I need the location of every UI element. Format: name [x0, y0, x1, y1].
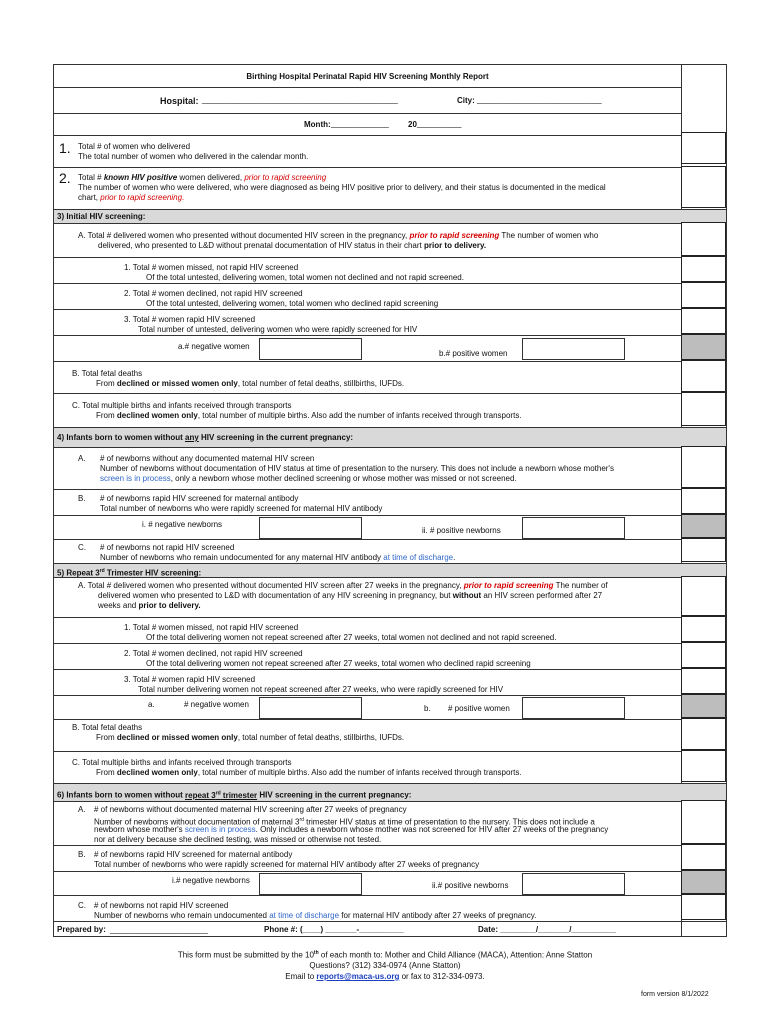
answer-box-5a1[interactable]: [681, 616, 726, 642]
question-1-row: [54, 135, 681, 167]
month-label: Month:: [304, 120, 331, 129]
city-field[interactable]: ____________________________: [477, 95, 602, 104]
question-1-title: Total # of women who delivered: [78, 142, 191, 151]
answer-box-6b[interactable]: [681, 844, 726, 870]
section-4-negative-box[interactable]: [259, 517, 362, 539]
answer-box-5c[interactable]: [681, 750, 726, 782]
hospital-row: [54, 87, 681, 113]
section-6a-letter: A.: [78, 805, 86, 814]
section-4-negative-label: i. # negative newborns: [142, 520, 223, 529]
section-4c-title: # of newborns not rapid HIV screened: [100, 543, 235, 552]
section-5a1-row: [54, 617, 681, 643]
answer-box-4b[interactable]: [681, 488, 726, 514]
section-5a1-desc: Of the total delivering women not repeat screened after 27 weeks, total women not declined and not rapid screened.: [146, 633, 557, 642]
question-2-row: [54, 167, 681, 209]
section-5a2-title: 2. Total # women declined, not rapid HIV screened: [124, 649, 303, 658]
report-form: [53, 64, 727, 937]
section-3a1-row: [54, 257, 681, 283]
section-5a-line3: weeks and prior to delivery.: [98, 601, 201, 610]
section-4a-title: # of newborns without any documented maternal HIV screen: [100, 454, 315, 463]
section-6a-desc-line3: nor at delivery because she declined testing, was missed or otherwise not tested.: [94, 835, 382, 844]
question-2-desc-line1: The number of women who were delivered, who were diagnosed as being HIV positive prior to delivery, and their status is documented in the medical: [78, 183, 606, 192]
answer-box-3-shaded: [681, 334, 726, 360]
section-4a-desc-line1: Number of newborns without documentation of HIV status at time of presentation to the nursery. This does not include a newborn whose mother's: [100, 464, 614, 473]
answer-box-3b[interactable]: [681, 360, 726, 392]
section-4c-row: [54, 539, 681, 563]
section-3a1-desc: Of the total untested, delivering women, total women not declined and not rapid screened.: [146, 273, 464, 282]
prepared-by-label: Prepared by:: [57, 925, 106, 934]
section-3-negative-box[interactable]: [259, 338, 362, 360]
phone-field[interactable]: Phone #: (____) _______-__________: [264, 925, 404, 934]
section-3c-title: C. Total multiple births and infants received through transports: [72, 401, 292, 410]
section-4b-desc: Total number of newborns who were rapidly screened for maternal HIV antibody: [100, 504, 383, 513]
section-3-results-row: [54, 335, 681, 361]
year-prefix: 20: [408, 120, 417, 129]
section-3a1-title: 1. Total # women missed, not rapid HIV screened: [124, 263, 299, 272]
section-6-positive-label: ii.# positive newborns: [432, 881, 509, 890]
section-5c-row: [54, 751, 681, 783]
section-3-title: 3) Initial HIV screening:: [57, 212, 146, 221]
section-5-negative-label: # negative women: [184, 700, 249, 709]
answer-box-5a[interactable]: [681, 576, 726, 616]
section-6b-row: [54, 845, 681, 871]
section-3-positive-label: b.# positive women: [439, 349, 508, 358]
answer-box-4a[interactable]: [681, 446, 726, 488]
footer-email-line: Email to reports@maca-us.org or fax to 312-334-0973.: [285, 972, 485, 981]
question-1-number: 1.: [59, 140, 71, 156]
email-link[interactable]: reports@maca-us.org: [316, 972, 400, 981]
section-5b-title: B. Total fetal deaths: [72, 723, 143, 732]
section-5a-row: [54, 577, 681, 617]
section-5-results-row: [54, 695, 681, 719]
section-5-negative-box[interactable]: [259, 697, 362, 719]
section-3-header: [54, 209, 726, 223]
section-4-results-row: [54, 515, 681, 539]
section-5-title: 5) Repeat 3rd Trimester HIV screening:: [57, 568, 202, 578]
footer-submission-line: This form must be submitted by the 10th of each month to: Mother and Child Alliance (MACA), Attention: Anne Statton: [177, 950, 593, 960]
section-5a3-title: 3. Total # women rapid HIV screened: [124, 675, 256, 684]
section-5a3-row: [54, 669, 681, 695]
section-3a-row: [54, 223, 681, 257]
prepared-by-field[interactable]: ______________________: [110, 925, 208, 934]
answer-box-6c[interactable]: [681, 894, 726, 920]
city-label: City:: [457, 96, 475, 105]
section-6c-row: [54, 895, 681, 921]
section-4c-letter: C.: [78, 543, 86, 552]
answer-box-4-shaded: [681, 514, 726, 538]
section-3a2-desc: Of the total untested, delivering women, total women who declined rapid screening: [146, 299, 439, 308]
answer-box-6-shaded: [681, 870, 726, 894]
section-6-positive-box[interactable]: [522, 873, 625, 895]
date-field[interactable]: Date: ________/_______/__________: [478, 925, 616, 934]
section-3b-title: B. Total fetal deaths: [72, 369, 143, 378]
section-5-header: [54, 563, 726, 577]
footer-questions-line: Questions? (312) 334-0974 (Anne Statton): [309, 961, 461, 970]
signoff-row: [54, 921, 726, 937]
section-6a-desc-line1: Number of newborns without documentation of maternal 3rd trimester HIV status at time of presentation to the nursery. This does not include a: [94, 817, 595, 827]
section-6a-title: # of newborns without documented maternal HIV screening after 27 weeks of pregnancy: [94, 805, 407, 814]
answer-box-5b[interactable]: [681, 718, 726, 750]
section-3a-line1: A. Total # delivered women who presented without documented HIV screen in the pregnancy, prior to rapid screening The number of women who: [78, 231, 599, 240]
section-5a3-desc: Total number delivering women not repeat screened after 27 weeks, who were rapidly screened for HIV: [138, 685, 504, 694]
section-5b-row: [54, 719, 681, 751]
section-3a3-row: [54, 309, 681, 335]
answer-box-3c[interactable]: [681, 392, 726, 426]
section-4b-row: [54, 489, 681, 515]
form-version: form version 8/1/2022: [641, 991, 709, 998]
section-5a2-desc: Of the total delivering women not repeat screened after 27 weeks, total women who declined rapid screening: [146, 659, 531, 668]
answer-box-3a1[interactable]: [681, 256, 726, 282]
section-4-title: 4) Infants born to women without any HIV screening in the current pregnancy:: [57, 433, 354, 442]
section-5c-desc: From declined women only, total number of multiple births. Also add the number of infants received through transports.: [96, 768, 522, 777]
section-4-positive-label: ii. # positive newborns: [422, 526, 501, 535]
section-5a2-row: [54, 643, 681, 669]
section-4b-letter: B.: [78, 494, 86, 503]
hospital-label: Hospital:: [160, 96, 199, 106]
section-5-positive-label: # positive women: [448, 704, 510, 713]
question-1-desc: The total number of women who delivered in the calendar month.: [78, 152, 309, 161]
hospital-field[interactable]: ____________________________________________: [202, 95, 398, 104]
answer-box-3a3[interactable]: [681, 308, 726, 334]
answer-box-5a3[interactable]: [681, 668, 726, 694]
section-4-header: [54, 427, 726, 447]
answer-box-5a2[interactable]: [681, 642, 726, 668]
section-4c-desc: Number of newborns who remain undocumented for any maternal HIV antibody at time of discharge.: [100, 553, 456, 562]
answer-box-q2[interactable]: [681, 166, 726, 208]
question-2-desc-line2: chart, prior to rapid screening.: [78, 193, 185, 202]
report-title: Birthing Hospital Perinatal Rapid HIV Screening Monthly Report: [246, 72, 489, 81]
section-4a-row: [54, 447, 681, 489]
section-3-negative-label: a.# negative women: [178, 342, 250, 351]
section-3a3-title: 3. Total # women rapid HIV screened: [124, 315, 256, 324]
section-3c-row: [54, 393, 681, 427]
section-6a-desc-line2: newborn whose mother's screen is in process. Only includes a newborn whose mother was not screened for HIV after 27 weeks of the pregnancy: [94, 825, 609, 834]
answer-box-6a[interactable]: [681, 800, 726, 844]
section-4b-title: # of newborns rapid HIV screened for maternal antibody: [100, 494, 299, 503]
section-6-negative-label: i.# negative newborns: [172, 876, 250, 885]
section-6b-title: # of newborns rapid HIV screened for maternal antibody: [94, 850, 293, 859]
section-3b-row: [54, 361, 681, 393]
section-5b-desc: From declined or missed women only, total number of fetal deaths, stillbirths, IUFDs.: [96, 733, 405, 742]
answer-box-q1[interactable]: [681, 132, 726, 164]
section-3a3-desc: Total number of untested, delivering women who were rapidly screened for HIV: [138, 325, 418, 334]
year-field[interactable]: __________: [417, 119, 462, 128]
section-6b-desc: Total number of newborns who were rapidly screened for maternal HIV antibody after 27 weeks of pregnancy: [94, 860, 480, 869]
question-2-number: 2.: [59, 170, 71, 186]
answer-box-3a[interactable]: [681, 222, 726, 256]
section-3a2-title: 2. Total # women declined, not rapid HIV screened: [124, 289, 303, 298]
section-6c-letter: C.: [78, 901, 86, 910]
section-3c-desc: From declined women only, total number of multiple births. Also add the number of infants received through transports.: [96, 411, 522, 420]
section-3b-desc: From declined or missed women only, total number of fetal deaths, stillbirths, IUFDs.: [96, 379, 405, 388]
section-3-positive-box[interactable]: [522, 338, 625, 360]
section-5c-title: C. Total multiple births and infants received through transports: [72, 758, 292, 767]
answer-box-5-shaded: [681, 694, 726, 718]
section-6c-title: # of newborns not rapid HIV screened: [94, 901, 229, 910]
month-row: [54, 113, 681, 135]
section-5a-line2: delivered women who presented to L&D with documentation of any HIV screening in pregnancy, but without an HIV screen performed after 27: [98, 591, 603, 600]
answer-box-4c[interactable]: [681, 538, 726, 562]
question-2-title: Total # known HIV positive women delivered, prior to rapid screening: [78, 173, 327, 182]
section-5-positive-letter: b.: [424, 704, 431, 713]
section-4a-desc-line2: screen is in process, only a newborn whose mother declined screening or whose mother was missed or not screened.: [100, 474, 517, 483]
answer-box-3a2[interactable]: [681, 282, 726, 308]
section-3a-line2: delivered, who presented to L&D without prenatal documentation of HIV status in their chart prior to delivery.: [98, 241, 487, 250]
section-5a1-title: 1. Total # women missed, not rapid HIV screened: [124, 623, 299, 632]
section-5-negative-letter: a.: [148, 700, 155, 709]
section-6-title: 6) Infants born to women without repeat 3rd trimester HIV screening in the current pregnancy:: [57, 790, 412, 800]
section-6c-desc: Number of newborns who remain undocumented at time of discharge for maternal HIV antibody after 27 weeks of pregnancy.: [94, 911, 537, 920]
section-6-negative-box[interactable]: [259, 873, 362, 895]
month-field[interactable]: _____________: [331, 119, 389, 128]
section-4-positive-box[interactable]: [522, 517, 625, 539]
section-5-positive-box[interactable]: [522, 697, 625, 719]
section-6-results-row: [54, 871, 681, 895]
section-6-header: [54, 783, 726, 801]
section-5a-line1: A. Total # delivered women who presented without documented HIV screen after 27 weeks in the pregnancy, prior to rapid screening The number of: [78, 581, 608, 590]
section-3a2-row: [54, 283, 681, 309]
section-6b-letter: B.: [78, 850, 86, 859]
section-4a-letter: A.: [78, 454, 86, 463]
section-6a-row: [54, 801, 681, 845]
